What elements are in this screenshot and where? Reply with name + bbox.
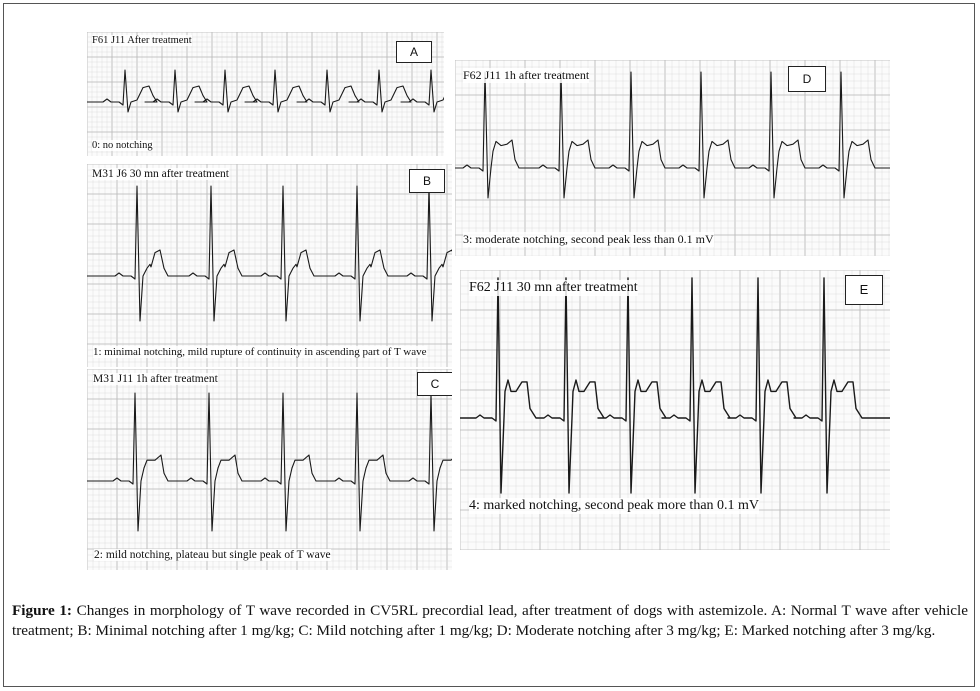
panel-b-label: B bbox=[409, 169, 445, 193]
figure-caption-label: Figure 1: bbox=[12, 602, 72, 619]
panel-a-note: 0: no notching bbox=[92, 140, 153, 151]
panel-b-note: 1: minimal notching, mild rupture of continuity in ascending part of T wave bbox=[93, 346, 427, 358]
ecg-panel-d bbox=[455, 60, 890, 256]
panel-b-title: M31 J6 30 mn after treatment bbox=[92, 168, 230, 180]
panel-e-label: E bbox=[845, 275, 883, 305]
ecg-trace-line bbox=[87, 70, 444, 112]
panel-e-title: F62 J11 30 mn after treatment bbox=[469, 280, 638, 295]
panel-d-title: F62 J11 1h after treatment bbox=[463, 68, 590, 82]
ecg-trace-b bbox=[87, 164, 452, 367]
ecg-panel-b bbox=[87, 164, 452, 367]
ecg-panel-c bbox=[87, 369, 452, 570]
ecg-panel-a bbox=[87, 32, 444, 156]
ecg-grid bbox=[87, 164, 452, 367]
panel-d-note: 3: moderate notching, second peak less than 0.1 mV bbox=[463, 232, 714, 246]
ecg-trace-a bbox=[87, 32, 444, 156]
panel-c-title: M31 J11 1h after treatment bbox=[93, 373, 218, 385]
panel-e-note: 4: marked notching, second peak more than 0.1 mV bbox=[469, 498, 760, 513]
ecg-grid bbox=[87, 32, 444, 156]
ecg-trace-c bbox=[87, 369, 452, 570]
panel-a-label: A bbox=[396, 41, 432, 63]
ecg-trace-line bbox=[87, 186, 452, 321]
figure-caption-text: Changes in morphology of T wave recorded in CV5RL precordial lead, after treatment of dogs with astemizole. A: Normal T wave after vehicle treatment; B: Minimal notching after 1 mg/kg; C: Mild notching after 1 mg/kg; D: Moderate notching after 3 mg/kg; E: Marked notching after 3 mg/kg. bbox=[12, 602, 969, 639]
ecg-panel-e bbox=[460, 270, 890, 550]
panel-a-title: F61 J11 After treatment bbox=[92, 35, 192, 46]
ecg-trace-line bbox=[87, 393, 452, 531]
ecg-grid bbox=[87, 369, 452, 570]
panel-c-label: C bbox=[417, 372, 452, 396]
figure-caption bbox=[12, 601, 968, 641]
panel-c-note: 2: mild notching, plateau but single peak of T wave bbox=[94, 549, 331, 561]
panel-d-label: D bbox=[788, 66, 826, 92]
